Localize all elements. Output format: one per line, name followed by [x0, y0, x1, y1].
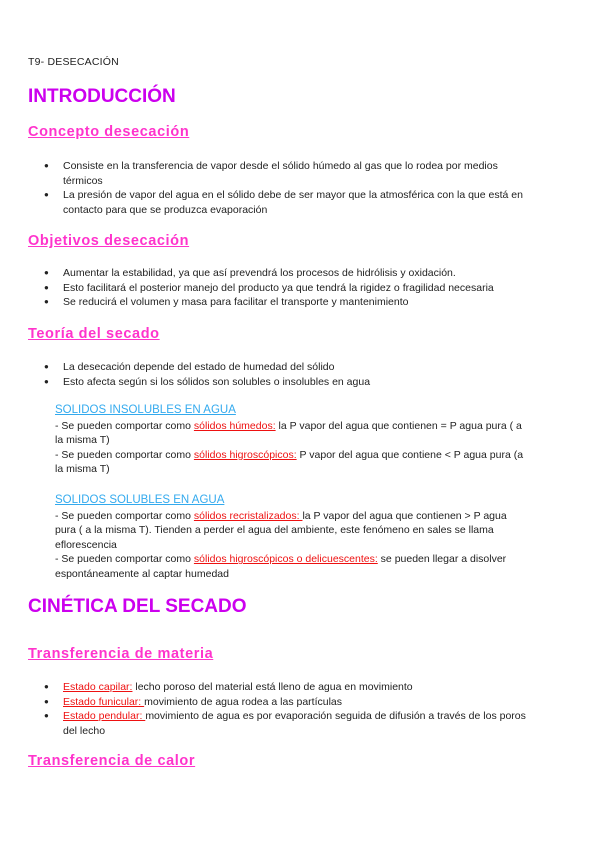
heading-transferencia-materia: Transferencia de materia — [28, 646, 214, 662]
term: sólidos húmedos: — [193, 419, 276, 432]
subheading-solubles: SOLIDOS SOLUBLES EN AGUA — [55, 494, 225, 506]
paragraph — [55, 419, 525, 448]
paragraph — [55, 509, 525, 553]
paragraph — [55, 552, 525, 581]
term: Estado capilar: — [63, 681, 133, 693]
text: se pueden llegar a disolver espontáneamente al captar humedad — [55, 553, 507, 580]
text: la P vapor del agua que contienen = P agua pura ( a la misma T) — [55, 419, 522, 447]
text: - Se pueden comportar como — [55, 419, 194, 432]
text: la P vapor del agua que contienen > P agua pura ( a la misma T). Tienden a perder el agua del ambiente, este fenómeno en sales se llama eflorescencia — [55, 509, 507, 551]
list-item: ● Esto facilitará el posterior manejo del producto ya que tendrá la rigidez o fragilidad necesaria — [28, 281, 533, 296]
list-item — [28, 695, 533, 710]
list-item — [28, 709, 533, 738]
text: - Se pueden comportar como — [55, 448, 194, 461]
teoria-list — [28, 360, 533, 389]
text: movimiento de agua es por evaporación seguida de difusión a través de los poros del lecho — [63, 710, 526, 737]
objetivos-list — [28, 266, 533, 310]
term: sólidos recristalizados: — [193, 509, 303, 522]
list-item: ● Aumentar la estabilidad, ya que así prevendrá los procesos de hidrólisis y oxidación. — [28, 266, 533, 281]
term: Estado funicular: — [63, 695, 145, 708]
text: lecho poroso del material está lleno de agua en movimiento — [132, 681, 413, 693]
text: movimiento de agua rodea a las partículas — [144, 695, 343, 708]
heading-transferencia-calor: Transferencia de calor — [28, 753, 196, 769]
term: Estado pendular: — [63, 710, 146, 723]
heading-introduccion: INTRODUCCIÓN — [28, 86, 176, 107]
insolubles-section — [55, 403, 525, 477]
term: sólidos higroscópicos o delicuescentes: — [193, 553, 378, 566]
list-item: ● La presión de vapor del agua en el sólido debe de ser mayor que la atmosférica con la que está en contacto para que se produzca evaporación — [28, 188, 533, 217]
heading-cinetica: CINÉTICA DEL SECADO — [28, 596, 247, 617]
list-item: ● Se reducirá el volumen y masa para facilitar el transporte y mantenimiento — [28, 295, 533, 310]
paragraph — [55, 448, 525, 477]
term: sólidos higroscópicos: — [193, 448, 297, 461]
subheading-insolubles: SOLIDOS INSOLUBLES EN AGUA — [55, 404, 236, 416]
concepto-list — [28, 159, 533, 217]
text: - Se pueden comportar como — [55, 509, 194, 522]
list-item: ● La desecación depende del estado de humedad del sólido — [28, 360, 533, 375]
solubles-section — [55, 493, 525, 582]
heading-teoria: Teoría del secado — [28, 326, 160, 342]
list-item: ● Consiste en la transferencia de vapor desde el sólido húmedo al gas que lo rodea por medios térmicos — [28, 159, 533, 188]
list-item: ● Esto afecta según si los sólidos son solubles o insolubles en agua — [28, 375, 533, 390]
text: - Se pueden comportar como — [55, 553, 194, 566]
text: P vapor del agua que contiene < P agua pura (a la misma T) — [55, 448, 524, 476]
list-item — [28, 680, 533, 695]
materia-list — [28, 680, 533, 738]
heading-concepto: Concepto desecación — [28, 124, 190, 140]
heading-objetivos: Objetivos desecación — [28, 233, 190, 249]
document-title: T9- DESECACIÓN — [28, 56, 119, 68]
